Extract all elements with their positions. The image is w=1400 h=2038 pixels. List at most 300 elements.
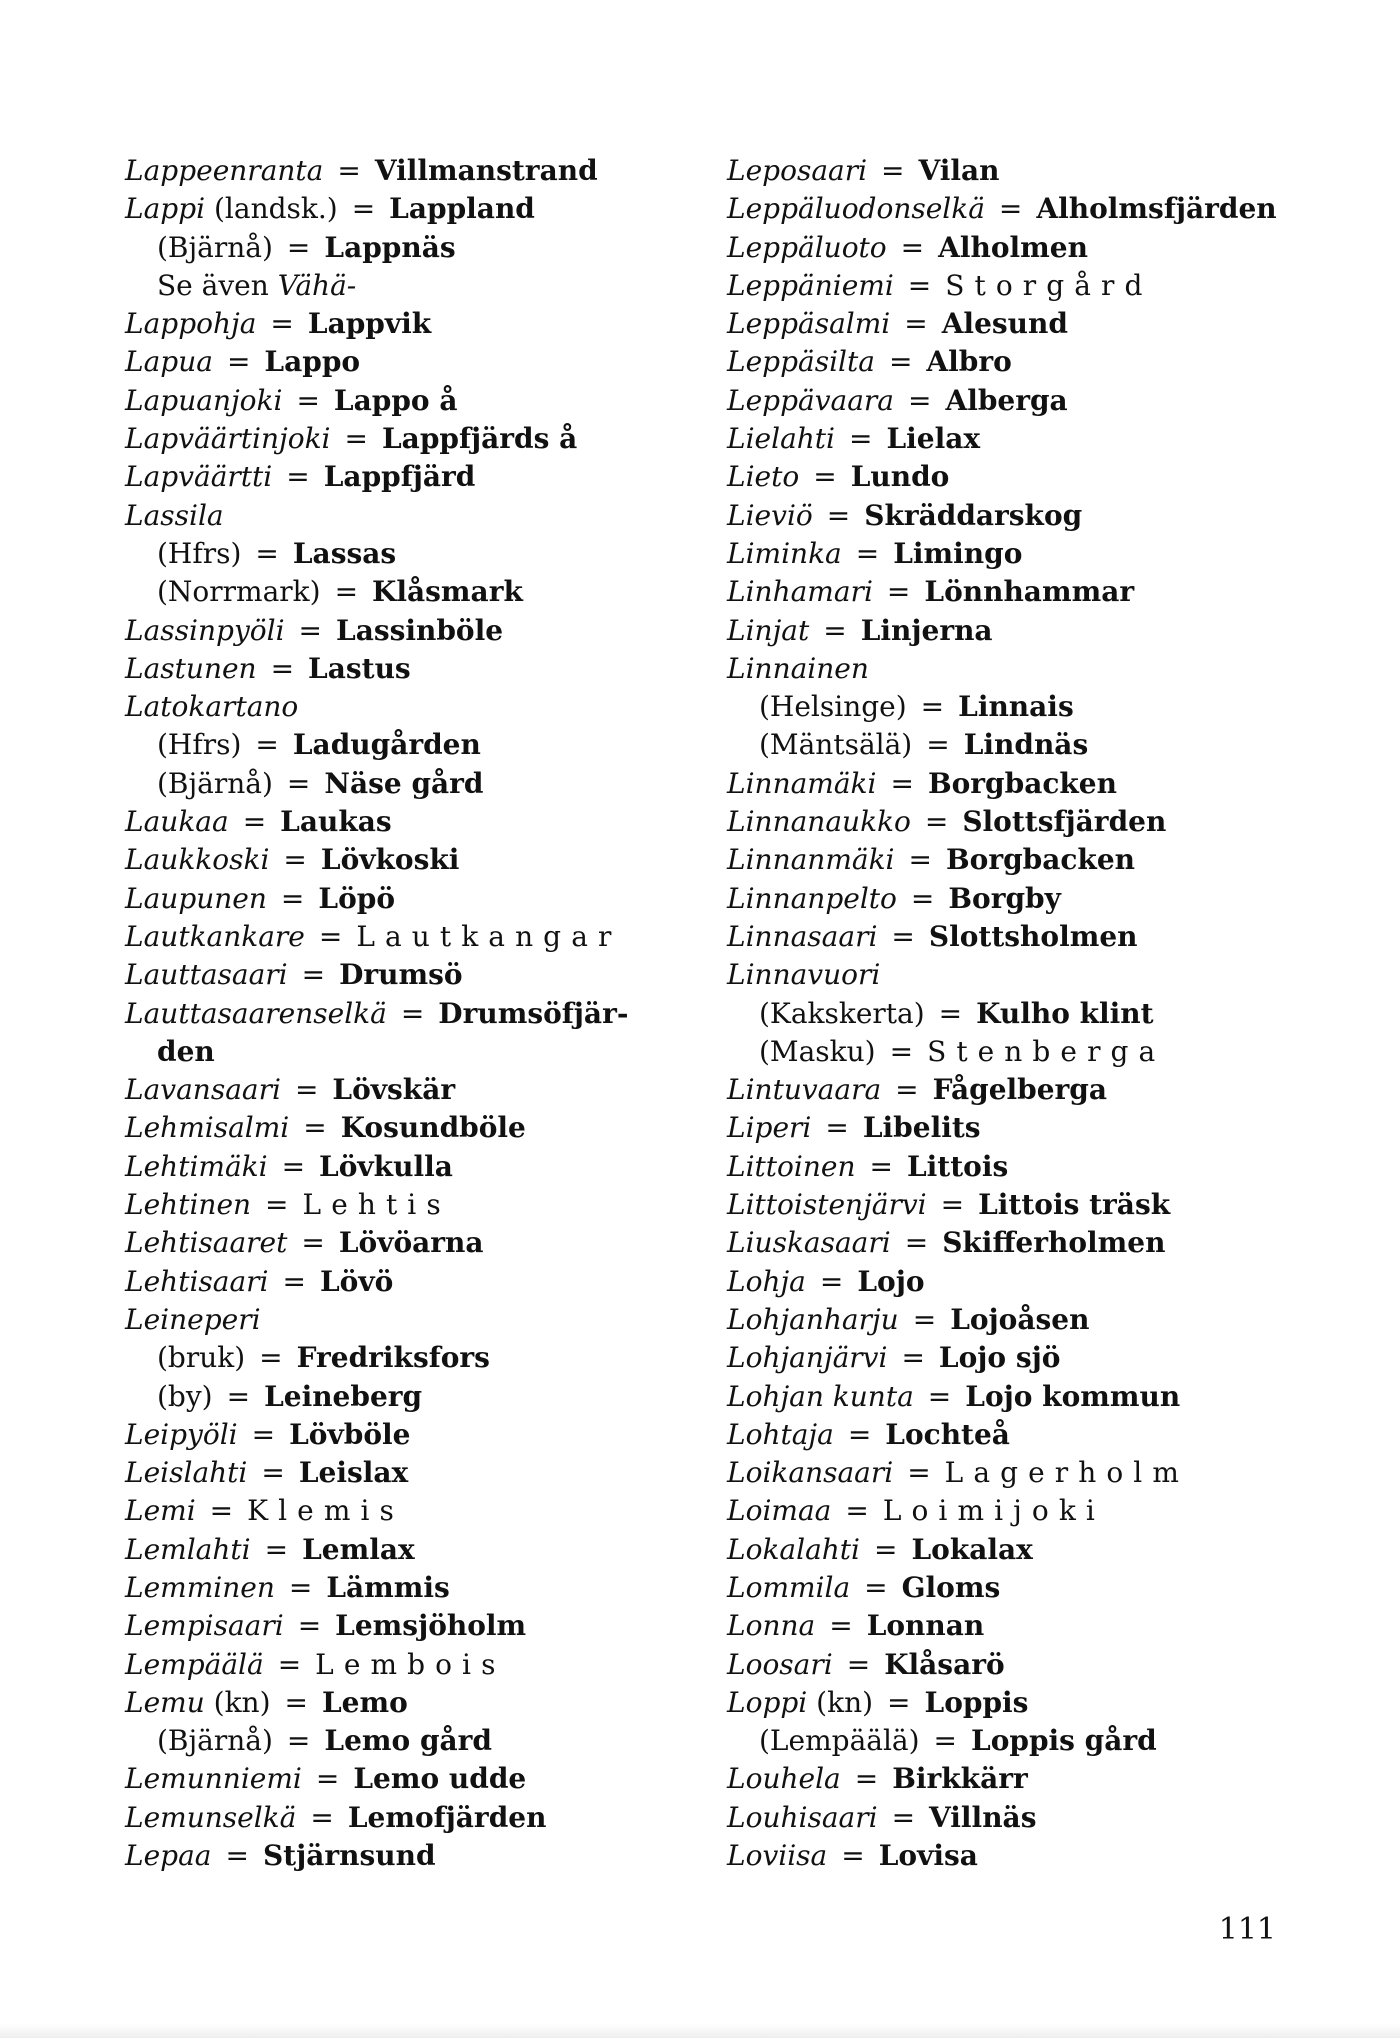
equals-sign: = xyxy=(888,345,913,379)
equals-sign: = xyxy=(864,1570,888,1604)
entry-line xyxy=(125,1378,685,1416)
swedish-name: Lappo xyxy=(264,345,361,379)
equals-sign: = xyxy=(908,383,932,417)
finnish-name: Lohtaja xyxy=(727,1417,834,1451)
entry-line xyxy=(125,1224,685,1262)
entry-line xyxy=(727,612,1367,650)
finnish-name: Lauttasaari xyxy=(125,958,288,992)
finnish-name: Lemlahti xyxy=(125,1532,251,1566)
finnish-name: Lautkankare xyxy=(125,919,305,953)
finnish-name: Liuskasaari xyxy=(727,1226,891,1260)
swedish-name: Lojo sjö xyxy=(938,1341,1061,1375)
swedish-name: Lastus xyxy=(308,651,411,685)
equals-sign: = xyxy=(351,192,376,226)
finnish-name: Lehmisalmi xyxy=(125,1111,290,1145)
swedish-name: Lappland xyxy=(389,192,535,226)
entry-line xyxy=(125,765,685,803)
finnish-name: Lommila xyxy=(727,1570,851,1604)
entry-line xyxy=(727,1837,1367,1875)
finnish-name: Lintuvaara xyxy=(727,1073,882,1107)
equals-sign: = xyxy=(881,154,905,187)
equals-sign: = xyxy=(846,1647,871,1681)
see-also-label: Se även xyxy=(157,268,269,302)
entry-line xyxy=(125,1071,685,1109)
finnish-name: Lehtisaaret xyxy=(125,1226,288,1260)
equals-sign: = xyxy=(829,1609,853,1643)
entry-line xyxy=(727,458,1367,496)
equals-sign: = xyxy=(297,1609,322,1643)
qualifier: (kn) xyxy=(816,1685,874,1719)
swedish-name: Lemo xyxy=(321,1685,408,1719)
equals-sign: = xyxy=(277,1647,302,1681)
finnish-name: Lapua xyxy=(125,345,213,379)
equals-sign: = xyxy=(344,422,368,456)
entry-line xyxy=(727,382,1367,420)
equals-sign: = xyxy=(847,1417,872,1451)
entry-line xyxy=(125,1760,685,1798)
entry-line xyxy=(727,1301,1367,1339)
finnish-name: Lappeenranta xyxy=(125,154,324,187)
finnish-name: Linnainen xyxy=(727,651,869,685)
entry-line xyxy=(125,1416,685,1454)
finnish-name: Littoistenjärvi xyxy=(727,1188,927,1222)
equals-sign: = xyxy=(286,230,311,264)
qualifier: (Hfrs) xyxy=(157,536,242,570)
swedish-name: Lämmis xyxy=(326,1570,450,1604)
entry-line xyxy=(727,1416,1367,1454)
equals-sign: = xyxy=(823,613,847,647)
swedish-name: Lappo å xyxy=(333,383,458,417)
swedish-name: Lovisa xyxy=(878,1839,978,1873)
equals-sign: = xyxy=(286,1724,311,1758)
finnish-name: Lonna xyxy=(727,1609,816,1643)
equals-sign: = xyxy=(265,1188,289,1222)
entry-line xyxy=(125,1837,685,1875)
equals-sign: = xyxy=(825,1111,849,1145)
finnish-name: Lemminen xyxy=(125,1570,275,1604)
swedish-name: Lindnäs xyxy=(963,728,1089,762)
equals-sign: = xyxy=(318,919,343,953)
equals-sign: = xyxy=(869,1149,893,1183)
entry-line xyxy=(125,956,685,994)
entry-line xyxy=(125,497,685,535)
equals-sign: = xyxy=(890,766,914,800)
finnish-name: Linnasaari xyxy=(727,919,878,953)
finnish-name: Loosari xyxy=(727,1647,833,1681)
swedish-name: Alberga xyxy=(945,383,1068,417)
swedish-name: Linnais xyxy=(958,690,1074,724)
swedish-name: Villmanstrand xyxy=(374,154,598,187)
entry-line xyxy=(125,880,685,918)
finnish-name: Laukaa xyxy=(125,805,229,839)
finnish-name: Lielahti xyxy=(727,422,836,456)
equals-sign: = xyxy=(315,1762,340,1796)
swedish-name: Leislax xyxy=(298,1456,409,1490)
right-column xyxy=(727,152,1367,1875)
equals-sign: = xyxy=(910,881,935,915)
entry-line xyxy=(125,918,685,956)
entry-line xyxy=(125,573,685,611)
entry-line xyxy=(125,382,685,420)
equals-sign: = xyxy=(908,843,932,877)
swedish-name: Drumsö xyxy=(339,958,463,992)
equals-sign: = xyxy=(301,958,326,992)
equals-sign: = xyxy=(886,575,911,609)
finnish-name: Leppäluoto xyxy=(727,230,887,264)
entry-line xyxy=(125,1684,685,1722)
equals-sign: = xyxy=(255,728,279,762)
entry-line xyxy=(727,1607,1367,1645)
finnish-name: Leineperi xyxy=(125,1302,261,1336)
entry-line xyxy=(727,688,1367,726)
finnish-name: Linnanmäki xyxy=(727,843,895,877)
swedish-name-spaced: Lagerholm xyxy=(944,1456,1189,1490)
finnish-name: Leposaari xyxy=(727,154,868,187)
swedish-name: Lojoåsen xyxy=(950,1302,1090,1336)
equals-sign: = xyxy=(270,307,294,341)
finnish-name: Leppäniemi xyxy=(727,268,894,302)
swedish-name: Drumsöfjär- xyxy=(438,996,629,1030)
finnish-name: Linnavuori xyxy=(727,958,881,992)
entry-line xyxy=(125,305,685,343)
finnish-name: Lapväärtinjoki xyxy=(125,422,331,456)
equals-sign: = xyxy=(854,1762,879,1796)
finnish-name: Leipyöli xyxy=(125,1417,238,1451)
equals-sign: = xyxy=(303,1111,327,1145)
equals-sign: = xyxy=(855,536,880,570)
swedish-name-spaced: Storgård xyxy=(945,268,1153,302)
equals-sign: = xyxy=(927,1379,952,1413)
swedish-name-spaced: Loimijoki xyxy=(882,1494,1105,1528)
swedish-name: Näse gård xyxy=(324,766,484,800)
equals-sign: = xyxy=(286,766,311,800)
entry-line xyxy=(125,841,685,879)
entry-line xyxy=(727,1531,1367,1569)
swedish-name: Gloms xyxy=(901,1570,1001,1604)
finnish-name: Loimaa xyxy=(727,1494,832,1528)
finnish-name: Louhisaari xyxy=(727,1800,878,1834)
finnish-name: Liminka xyxy=(727,536,842,570)
equals-sign: = xyxy=(889,1034,914,1068)
entry-line xyxy=(727,497,1367,535)
equals-sign: = xyxy=(907,268,932,302)
swedish-name: Slottsfjärden xyxy=(962,805,1167,839)
finnish-name: Lemunniemi xyxy=(125,1762,302,1796)
entry-line xyxy=(125,1531,685,1569)
swedish-name: Lemlax xyxy=(302,1532,415,1566)
page-number: 111 xyxy=(1218,1912,1276,1947)
entry-line xyxy=(125,190,685,228)
entry-line xyxy=(727,765,1367,803)
finnish-name: Lohjanjärvi xyxy=(727,1341,888,1375)
equals-sign: = xyxy=(901,1341,925,1375)
equals-sign: = xyxy=(282,1264,306,1298)
entry-line xyxy=(125,152,685,190)
entry-line xyxy=(727,1378,1367,1416)
finnish-name: Leppäluodonselkä xyxy=(727,192,985,226)
finnish-name: Leppävaara xyxy=(727,383,894,417)
qualifier: (Mäntsälä) xyxy=(759,728,913,762)
equals-sign: = xyxy=(226,1379,251,1413)
swedish-name: Lövkulla xyxy=(319,1149,453,1183)
swedish-name: Albro xyxy=(926,345,1012,379)
finnish-name: Lapväärtti xyxy=(125,460,273,494)
swedish-name: Skifferholmen xyxy=(942,1226,1166,1260)
entry-line xyxy=(125,458,685,496)
finnish-name: Louhela xyxy=(727,1762,841,1796)
entry-line xyxy=(125,1301,685,1339)
equals-sign: = xyxy=(887,1685,911,1719)
equals-sign: = xyxy=(920,690,945,724)
finnish-name: Vähä- xyxy=(277,268,357,302)
equals-sign: = xyxy=(288,1570,313,1604)
entry-line xyxy=(727,841,1367,879)
equals-sign: = xyxy=(259,1341,283,1375)
equals-sign: = xyxy=(900,230,925,264)
equals-sign: = xyxy=(891,919,915,953)
qualifier: (Lempäälä) xyxy=(759,1724,920,1758)
qualifier: (Helsinge) xyxy=(759,690,907,724)
entry-line xyxy=(727,190,1367,228)
finnish-name: Laukkoski xyxy=(125,843,270,877)
qualifier: (Bjärnå) xyxy=(157,230,273,264)
finnish-name: Lemi xyxy=(125,1494,196,1528)
equals-sign: = xyxy=(294,1073,319,1107)
swedish-name: Alesund xyxy=(941,307,1068,341)
entry-line xyxy=(727,305,1367,343)
swedish-name: Lemo udde xyxy=(353,1762,527,1796)
swedish-name: Libelits xyxy=(862,1111,981,1145)
finnish-name: Lempäälä xyxy=(125,1647,264,1681)
entry-line xyxy=(727,1033,1367,1071)
swedish-name: Lassas xyxy=(292,536,397,570)
finnish-name: Lemu xyxy=(125,1685,205,1719)
finnish-name: Liperi xyxy=(727,1111,812,1145)
entry-line xyxy=(125,1569,685,1607)
finnish-name: Loviisa xyxy=(727,1839,828,1873)
equals-sign: = xyxy=(242,805,267,839)
swedish-name: Kosundböle xyxy=(340,1111,526,1145)
swedish-name: Lappfjärds å xyxy=(381,422,578,456)
finnish-name: Linnanpelto xyxy=(727,881,897,915)
equals-sign: = xyxy=(400,996,425,1030)
swedish-name: Lappfjärd xyxy=(323,460,476,494)
entry-line xyxy=(125,1033,685,1071)
swedish-name: Skräddarskog xyxy=(864,498,1083,532)
entry-line xyxy=(727,1569,1367,1607)
equals-sign: = xyxy=(907,1456,931,1490)
swedish-name: Borgby xyxy=(948,881,1061,915)
equals-sign: = xyxy=(849,422,873,456)
finnish-name: Linnanaukko xyxy=(727,805,911,839)
swedish-name: Lövböle xyxy=(289,1417,411,1451)
finnish-name: Lastunen xyxy=(125,651,257,685)
equals-sign: = xyxy=(826,498,851,532)
equals-sign: = xyxy=(298,613,322,647)
entry-line xyxy=(727,880,1367,918)
swedish-name: Lemo gård xyxy=(324,1724,492,1758)
equals-sign: = xyxy=(284,1685,308,1719)
qualifier: (Bjärnå) xyxy=(157,766,273,800)
finnish-name: Lapuanjoki xyxy=(125,383,283,417)
equals-sign: = xyxy=(337,154,361,187)
entry-line xyxy=(727,1684,1367,1722)
equals-sign: = xyxy=(280,881,305,915)
entry-line xyxy=(125,1646,685,1684)
qualifier: (Hfrs) xyxy=(157,728,242,762)
equals-sign: = xyxy=(912,1302,937,1336)
equals-sign: = xyxy=(845,1494,869,1528)
entry-line xyxy=(727,956,1367,994)
finnish-name: Lappohja xyxy=(125,307,257,341)
equals-sign: = xyxy=(874,1532,898,1566)
finnish-name: Lappi xyxy=(125,192,206,226)
entry-line xyxy=(125,995,685,1033)
finnish-name: Lassinpyöli xyxy=(125,613,285,647)
entry-line xyxy=(125,1799,685,1837)
finnish-name: Linjat xyxy=(727,613,810,647)
swedish-name: Lassinböle xyxy=(336,613,504,647)
entry-line xyxy=(727,650,1367,688)
equals-sign: = xyxy=(819,1264,844,1298)
finnish-name: Lohja xyxy=(727,1264,806,1298)
qualifier: (Norrmark) xyxy=(157,575,321,609)
entry-line xyxy=(125,1109,685,1147)
entry-line xyxy=(125,1263,685,1301)
swedish-name: Lielax xyxy=(886,422,981,456)
equals-sign: = xyxy=(938,996,963,1030)
entry-line xyxy=(727,1646,1367,1684)
equals-sign: = xyxy=(904,1226,929,1260)
swedish-name: Stjärnsund xyxy=(262,1839,436,1873)
entry-line xyxy=(125,1339,685,1377)
swedish-name: Lappvik xyxy=(307,307,432,341)
swedish-name: Alholmen xyxy=(938,230,1088,264)
equals-sign: = xyxy=(255,536,279,570)
entry-line xyxy=(125,1722,685,1760)
finnish-name: Lehtisaari xyxy=(125,1264,269,1298)
swedish-name: Lönnhammar xyxy=(924,575,1135,609)
swedish-name-spaced: Klemis xyxy=(247,1494,404,1528)
swedish-name: Borgbacken xyxy=(945,843,1135,877)
entry-line xyxy=(727,267,1367,305)
qualifier: (kn) xyxy=(213,1685,271,1719)
entry-line xyxy=(727,1760,1367,1798)
entry-line xyxy=(125,1492,685,1530)
finnish-name: Lieto xyxy=(727,460,800,494)
entry-line xyxy=(727,343,1367,381)
equals-sign: = xyxy=(998,192,1023,226)
swedish-name: Lokalax xyxy=(911,1532,1033,1566)
finnish-name: Littoinen xyxy=(727,1149,856,1183)
swedish-name: Linjerna xyxy=(860,613,993,647)
swedish-name: Limingo xyxy=(893,536,1023,570)
swedish-name: Birkkärr xyxy=(892,1762,1028,1796)
swedish-name: Ladugården xyxy=(292,728,481,762)
swedish-name: Klåsmark xyxy=(372,575,523,609)
swedish-name: Fågelberga xyxy=(932,1073,1108,1107)
entry-line xyxy=(727,1454,1367,1492)
finnish-name: Lepaa xyxy=(125,1839,212,1873)
entry-line xyxy=(125,650,685,688)
entry-line xyxy=(125,688,685,726)
swedish-name: Lappnäs xyxy=(324,230,456,264)
equals-sign: = xyxy=(283,843,307,877)
equals-sign: = xyxy=(904,307,928,341)
finnish-name: Laupunen xyxy=(125,881,267,915)
equals-sign: = xyxy=(225,1839,249,1873)
qualifier: (Kakskerta) xyxy=(759,996,925,1030)
finnish-name: Lemunselkä xyxy=(125,1800,297,1834)
entry-line xyxy=(727,535,1367,573)
entry-line xyxy=(727,1339,1367,1377)
entry-line xyxy=(125,726,685,764)
finnish-name: Lehtinen xyxy=(125,1188,252,1222)
entry-line xyxy=(727,1186,1367,1224)
equals-sign: = xyxy=(933,1724,957,1758)
swedish-name: Borgbacken xyxy=(927,766,1117,800)
finnish-name: Leppäsalmi xyxy=(727,307,891,341)
swedish-name: Löpö xyxy=(318,881,396,915)
finnish-name: Leppäsilta xyxy=(727,345,875,379)
entry-line xyxy=(727,995,1367,1033)
finnish-name: Lavansaari xyxy=(125,1073,281,1107)
entry-line xyxy=(125,229,685,267)
finnish-name: Lassila xyxy=(125,498,224,532)
finnish-name: Lohjan kunta xyxy=(727,1379,914,1413)
qualifier: (landsk.) xyxy=(214,192,338,226)
swedish-name: Lemsjöholm xyxy=(335,1609,527,1643)
swedish-name: Leineberg xyxy=(264,1379,423,1413)
swedish-name: Loppis gård xyxy=(971,1724,1157,1758)
finnish-name: Lauttasaarenselkä xyxy=(125,996,387,1030)
swedish-name: Klåsarö xyxy=(884,1647,1005,1681)
equals-sign: = xyxy=(940,1188,965,1222)
equals-sign: = xyxy=(841,1839,865,1873)
finnish-name: Linnamäki xyxy=(727,766,877,800)
qualifier: (Masku) xyxy=(759,1034,876,1068)
swedish-name: Lochteå xyxy=(885,1417,1010,1451)
equals-sign: = xyxy=(895,1073,919,1107)
swedish-name: Lövskär xyxy=(332,1073,456,1107)
equals-sign: = xyxy=(296,383,320,417)
entry-line xyxy=(125,267,685,305)
equals-sign: = xyxy=(270,651,295,685)
swedish-name: Littois träsk xyxy=(978,1188,1171,1222)
equals-sign: = xyxy=(209,1494,234,1528)
equals-sign: = xyxy=(926,728,950,762)
swedish-name-spaced: Stenberga xyxy=(927,1034,1166,1068)
equals-sign: = xyxy=(924,805,949,839)
finnish-name: Lieviö xyxy=(727,498,813,532)
entry-line xyxy=(727,420,1367,458)
swedish-name: Lövö xyxy=(319,1264,394,1298)
swedish-name-spaced: Lautkangar xyxy=(356,919,622,953)
scan-edge xyxy=(0,2024,1400,2038)
finnish-name: Leislahti xyxy=(125,1456,248,1490)
swedish-name: Loppis xyxy=(924,1685,1029,1719)
equals-sign: = xyxy=(261,1456,285,1490)
swedish-name: Fredriksfors xyxy=(296,1341,490,1375)
entry-line xyxy=(727,1492,1367,1530)
entry-line xyxy=(125,1607,685,1645)
swedish-name: Slottsholmen xyxy=(928,919,1138,953)
entry-line xyxy=(727,726,1367,764)
finnish-name: Lehtimäki xyxy=(125,1149,268,1183)
finnish-name: Loikansaari xyxy=(727,1456,894,1490)
entry-line xyxy=(727,229,1367,267)
entry-line xyxy=(727,1109,1367,1147)
